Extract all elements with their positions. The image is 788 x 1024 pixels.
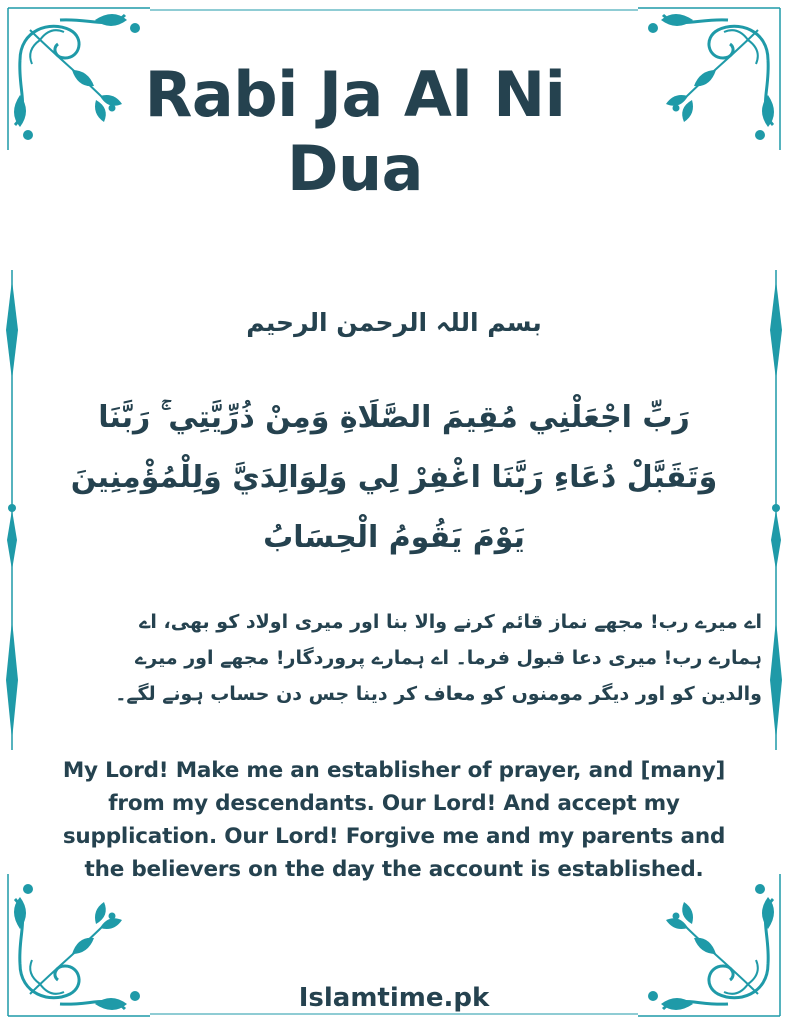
urdu-line: ہمارے رب! میری دعا قبول فرما۔ اے ہمارے پروردگار! مجھے اور میرے [135,647,762,669]
corner-ornament-top-right [638,8,780,150]
corner-ornament-bottom-left [8,874,150,1016]
english-translation [20,754,768,886]
arabic-line: وَتَقَبَّلْ دُعَاءِ رَبَّنَا اغْفِرْ لِي وَلِوَالِدَيَّ وَلِلْمُؤْمِنِينَ [70,460,718,495]
arabic-line: يَوْمَ يَقُومُ الْحِسَابُ [263,520,525,555]
urdu-line: والدین کو اور دیگر مومنوں کو معاف کر دینا جس دن حساب ہونے لگے۔ [115,683,762,705]
english-line: the believers on the day the account is established. [84,857,704,882]
page-title: Rabi Ja Al Ni Dua [144,58,566,206]
corner-ornament-bottom-right [638,874,780,1016]
arabic-dua [28,388,760,568]
site-footer-link[interactable]: Islamtime.pk [298,983,490,1013]
english-line: from my descendants. Our Lord! And accept my [108,791,680,816]
urdu-line: اے میرے رب! مجھے نماز قائم کرنے والا بنا اور میری اولاد کو بھی، اے [139,611,762,633]
english-line: supplication. Our Lord! Forgive me and my parents and [62,824,726,849]
bismillah-text: بسم اللہ الرحمن الرحیم [246,308,542,337]
english-line: My Lord! Make me an establisher of prayer, and [many] [62,758,726,783]
arabic-line: رَبِّ اجْعَلْنِي مُقِيمَ الصَّلَاةِ وَمِنْ ذُرِّيَّتِي ۚ رَبَّنَا [98,400,690,435]
urdu-translation [24,604,762,712]
